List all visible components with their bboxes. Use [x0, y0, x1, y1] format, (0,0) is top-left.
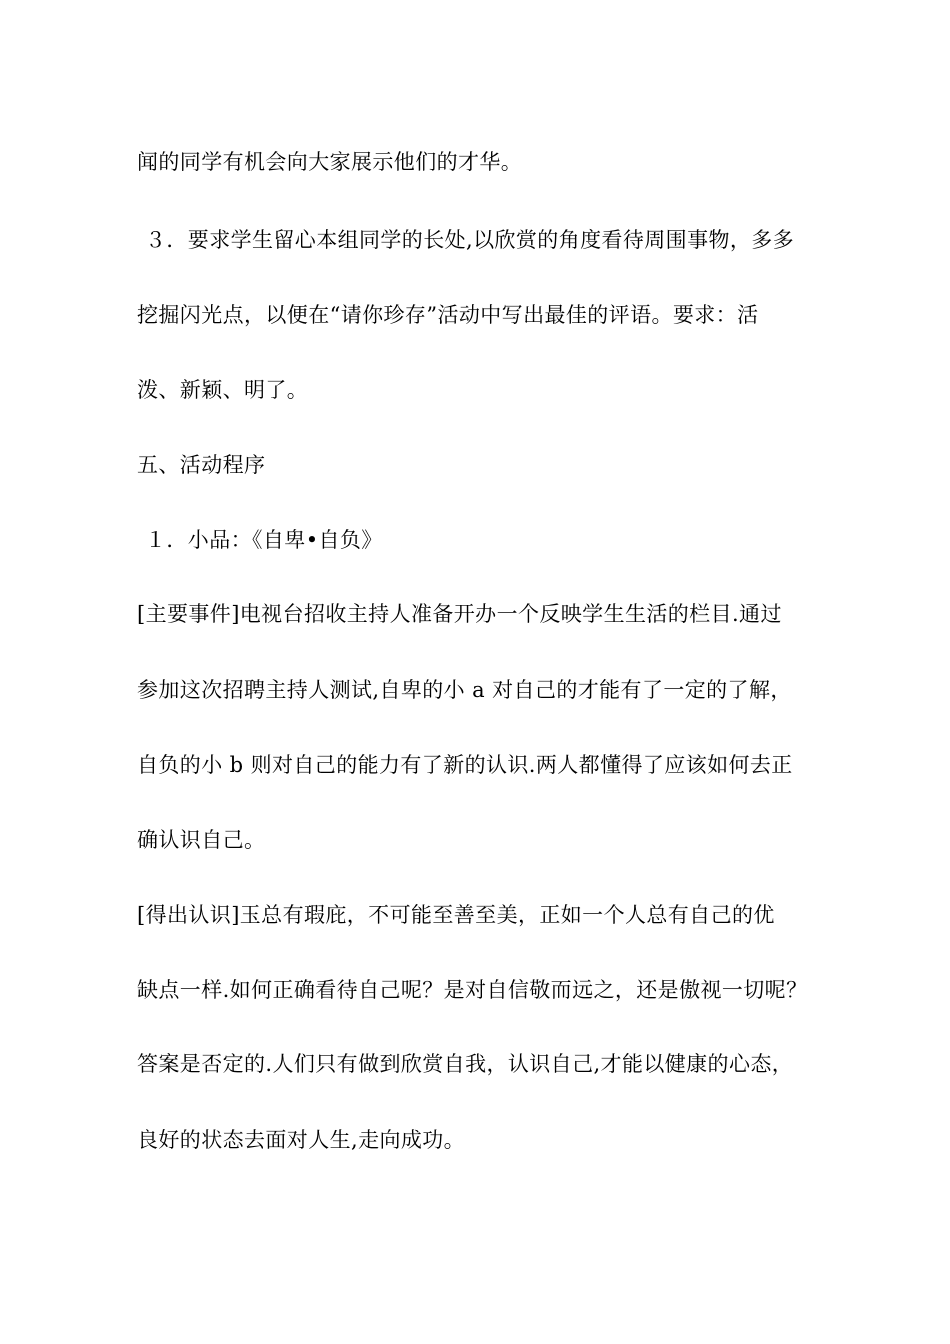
paragraph-line: 答案是否定的.人们只有做到欣赏自我，认识自己,才能以健康的心态， [137, 1052, 794, 1076]
paragraph-line: 闻的同学有机会向大家展示他们的才华。 [137, 150, 523, 174]
section-heading: 五、活动程序 [137, 453, 266, 477]
paragraph-line: 参加这次招聘主持人测试,自卑的小 a 对自己的才能有了一定的了解， [137, 678, 792, 702]
paragraph-line: [主要事件]电视台招收主持人准备开办一个反映学生生活的栏目.通过 [137, 602, 782, 626]
paragraph-line: 确认识自己。 [137, 828, 266, 852]
paragraph-line: 挖掘闪光点，以便在“请你珍存”活动中写出最佳的评语。要求：活 [137, 303, 759, 327]
paragraph-line: 自负的小 b 则对自己的能力有了新的认识.两人都懂得了应该如何去正 [137, 753, 793, 777]
paragraph-line: ３．要求学生留心本组同学的长处,以欣赏的角度看待周围事物，多多 [145, 228, 795, 252]
paragraph-line: 缺点一样.如何正确看待自己呢？是对自信敬而远之，还是傲视一切呢？ [137, 978, 808, 1002]
paragraph-line: １．小品：《自卑•自负》 [145, 528, 383, 552]
paragraph-line: 泼、新颖、明了。 [137, 378, 309, 402]
paragraph-line: 良好的状态去面对人生,走向成功。 [137, 1128, 466, 1152]
paragraph-line: [得出认识]玉总有瑕庇，不可能至善至美，正如一个人总有自己的优 [137, 903, 775, 927]
